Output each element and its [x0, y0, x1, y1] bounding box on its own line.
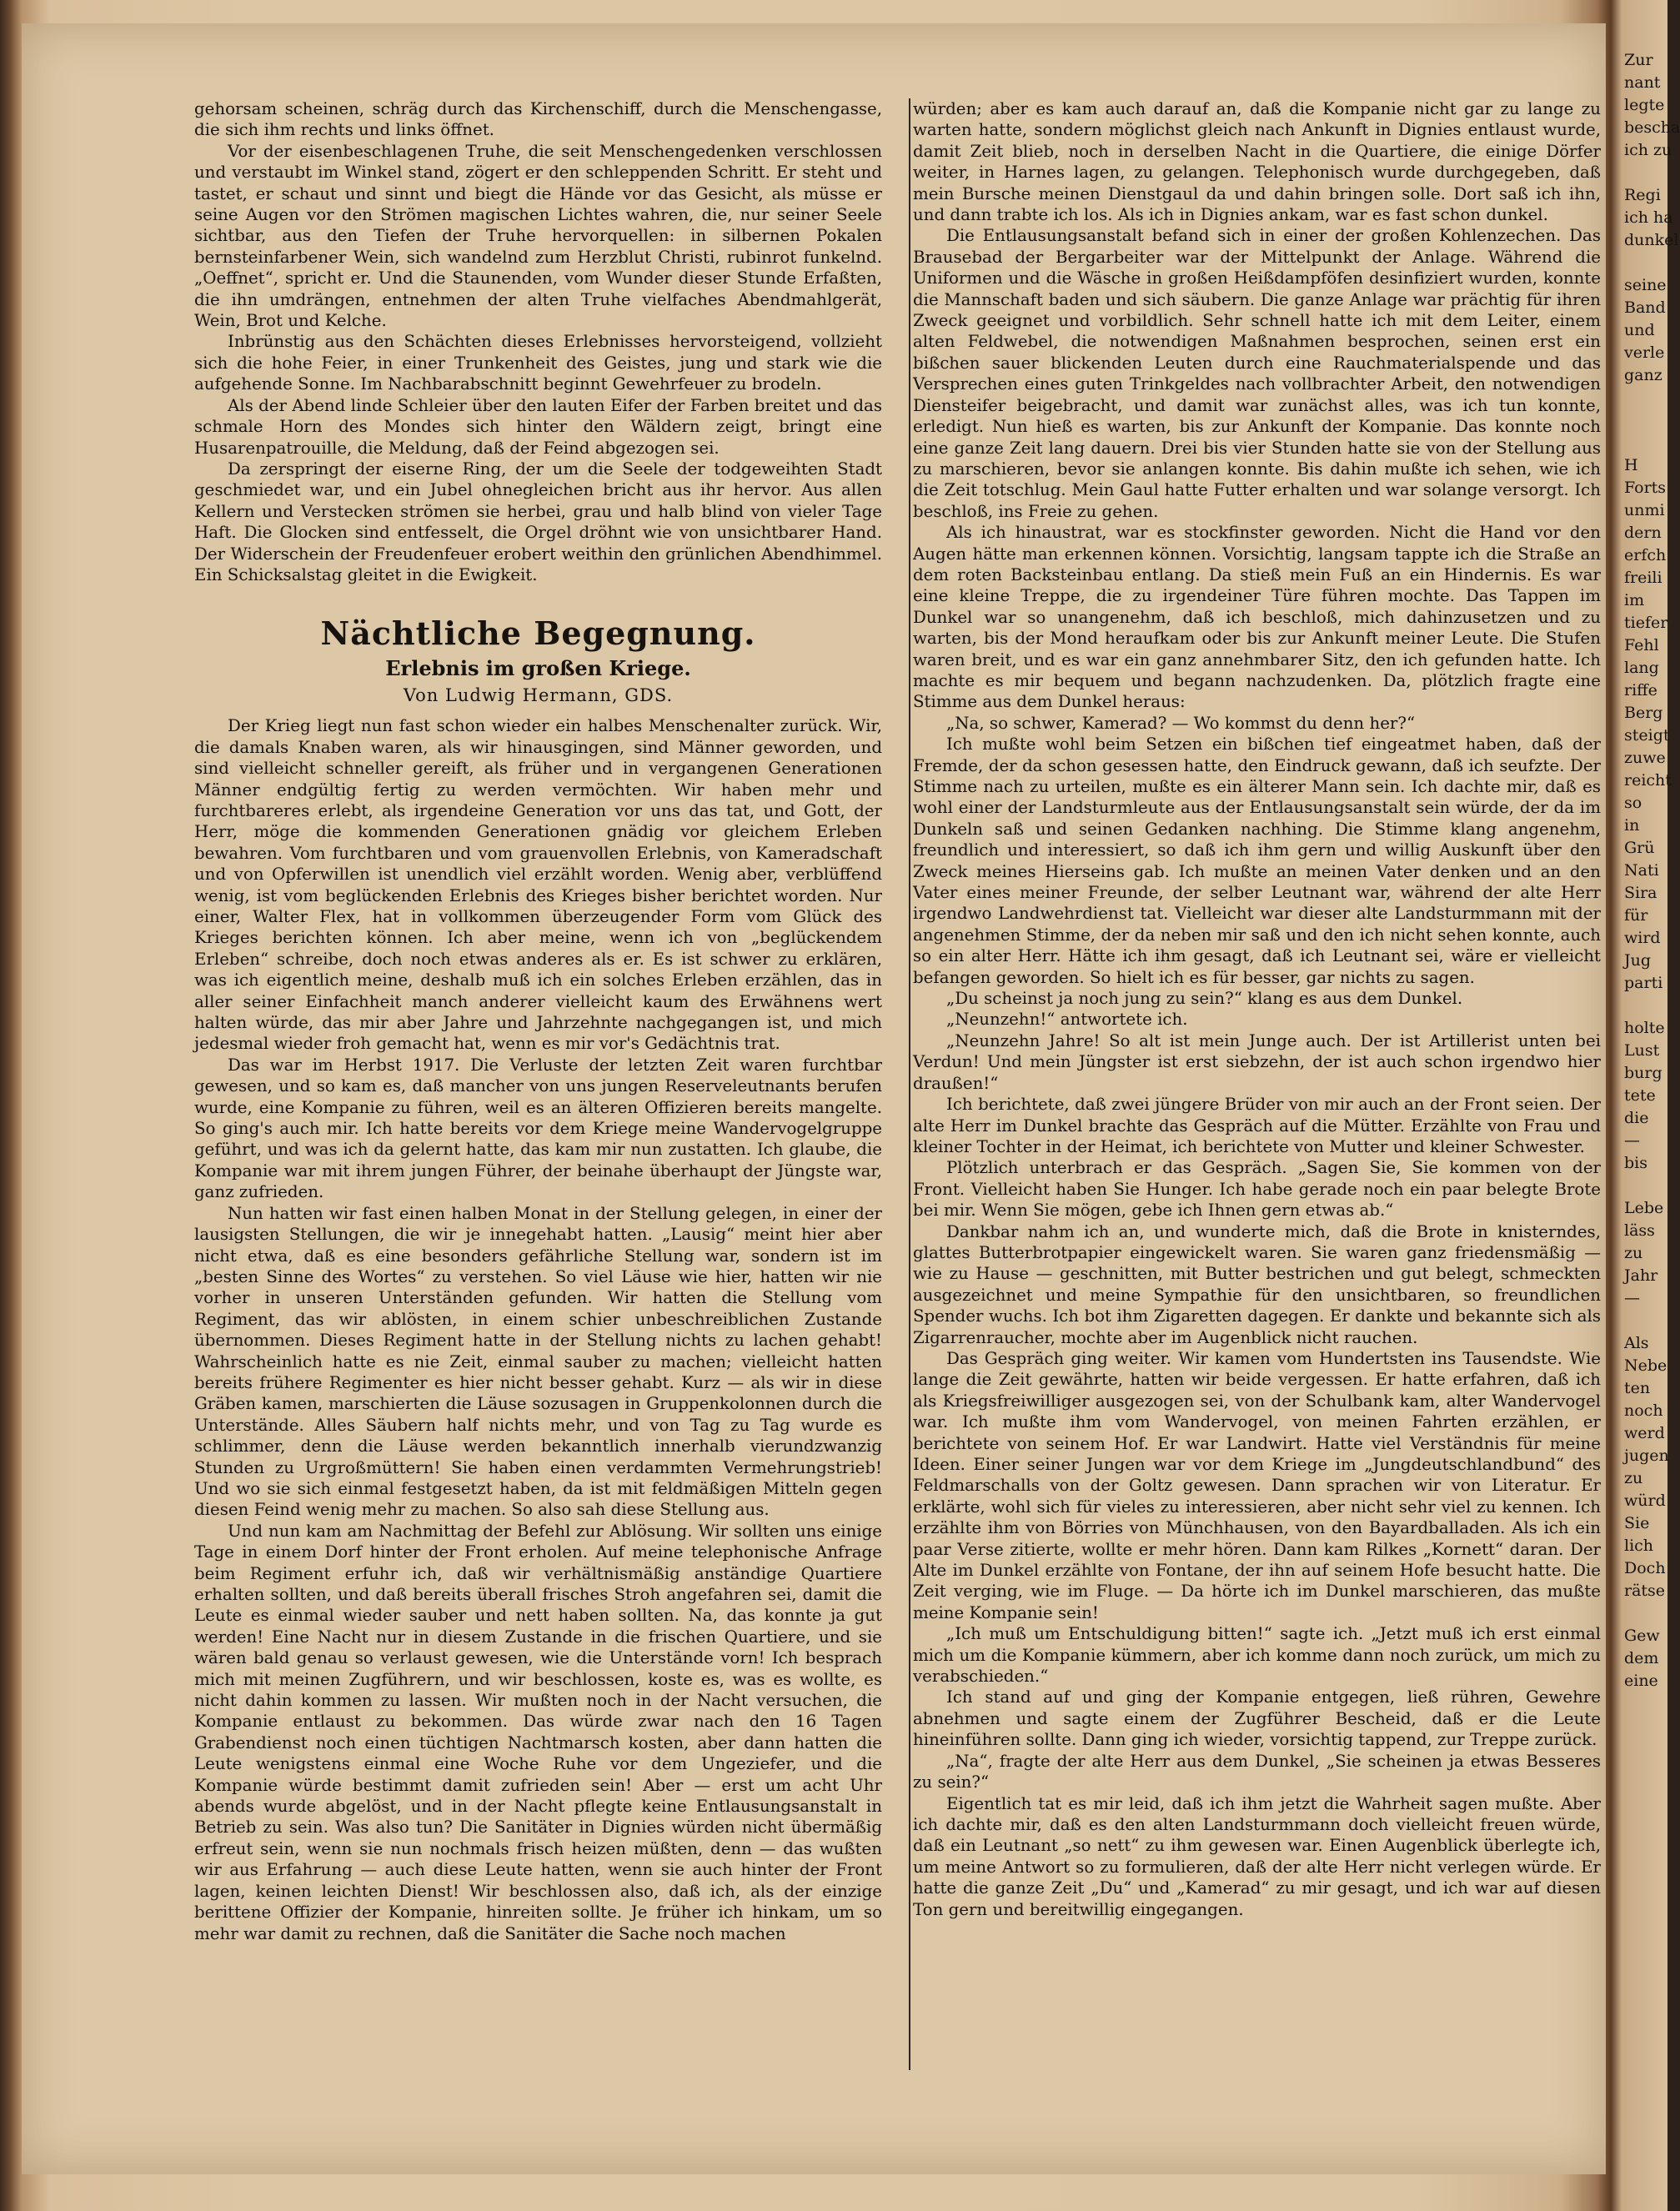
edge-line-fragment: Band	[1624, 298, 1666, 317]
edge-line-fragment: parti	[1624, 974, 1663, 992]
paragraph: Ich mußte wohl beim Setzen ein bißchen tief eingeatmet haben, daß der Fremde, der da schon gesessen hatte, den Eindruck gewann, daß ich seufzte. Der Stimme nach zu urteilen, mußte es ein älterer Mann sein. Ich dachte mir, daß es wohl einer der Landsturmleute aus der Entlausungsanstalt sein würde, der da im Dunkeln saß und seinen Gedanken nachhing. Die Stimme klang angenehm, freundlich und interessiert, so daß ich ihm gern und willig Auskunft über den Zweck meines Hierseins gab. Ich mußte an meinen Vater denken und an den Vater eines meiner Freunde, der selber Leutnant war, während der alte Herr irgendwo Landwehrdienst tat. Vielleicht war dieser alte Landsturmmann mit der angenehmen Stimme, der da neben mir saß und den ich nicht sehen konnte, auch so ein alter Herr. Hätte ich ihm gesagt, daß ich Leutnant sei, wäre er vielleicht befangen geworden. So hielt ich es für besser, gar nichts zu sagen.	[913, 734, 1601, 987]
paragraph: „Du scheinst ja noch jung zu sein?“ klang es aus dem Dunkel.	[946, 989, 1463, 1009]
edge-line-fragment: erfch	[1624, 546, 1667, 564]
edge-line-fragment: Gew	[1624, 1627, 1660, 1645]
edge-line-fragment	[1624, 410, 1667, 433]
edge-line-fragment: H	[1624, 456, 1638, 474]
edge-line-fragment: tiefer	[1624, 614, 1668, 632]
edge-line-fragment	[1624, 433, 1667, 455]
edge-line-fragment: wird	[1624, 929, 1661, 947]
edge-line-fragment: zu	[1624, 1469, 1643, 1487]
next-page-edge-fragments	[1624, 50, 1680, 2184]
edge-line-fragment: und	[1624, 321, 1655, 339]
column-divider-rule	[909, 98, 910, 2070]
edge-line-fragment: tete	[1624, 1086, 1656, 1105]
edge-line-fragment: würd	[1624, 1492, 1666, 1510]
edge-line-fragment: eine	[1624, 1672, 1658, 1690]
paragraph: Da zerspringt der eiserne Ring, der um die Seele der todgeweihten Stadt geschmiedet war, und ein Jubel ohnegleichen bricht aus ihr hervor. Aus allen Kellern und Verstecken strömen sie herbei, grau und halb blind von vieler Tage Haft. Die Glocken sind entfesselt, die Orgel dröhnt wie von unsichtbarer Hand. Der Widerschein der Freudenfeuer erobert weithin den grünlichen Abendhimmel. Ein Schicksalstag gleitet in die Ewigkeit.	[194, 459, 882, 584]
edge-line-fragment	[1624, 1311, 1667, 1333]
edge-line-fragment: holte	[1624, 1019, 1665, 1037]
edge-line-fragment: werd	[1624, 1424, 1665, 1442]
edge-line-fragment: Nebe	[1624, 1356, 1667, 1375]
paragraph: Ich berichtete, daß zwei jüngere Brüder von mir auch an der Front seien. Der alte Herr im Dunkel brachte das Gespräch auf die Mütter. Erzählte von Frau und kleiner Tochter in der Heimat, ich berichtete von Mutter und kleiner Schwester.	[913, 1095, 1601, 1156]
edge-line-fragment: ganz	[1624, 366, 1662, 384]
paragraph: Plötzlich unterbrach er das Gespräch. „Sagen Sie, Sie kommen von der Front. Vielleicht haben Sie Hunger. Ich habe gerade noch ein paar belegte Brote bei mir. Wenn Sie mögen, gebe ich Ihnen gern etwas ab.“	[913, 1158, 1601, 1221]
edge-line-fragment: Doch	[1624, 1559, 1666, 1577]
edge-line-fragment: noch	[1624, 1401, 1663, 1420]
paragraph: „Neunzehn Jahre! So alt ist mein Junge auch. Der ist Artillerist unten bei Verdun! Und mein Jüngster ist erst siebzehn, der ist auch schon irgendwo hier draußen!“	[913, 1030, 1601, 1093]
previous-article-continuation	[194, 98, 882, 585]
paragraph: Und nun kam am Nachmittag der Befehl zur Ablösung. Wir sollten uns einige Tage in einem Dorf hinter der Front erholen. Auf meine telephonische Anfrage beim Regiment erfuhr ich, daß wir verhältnismäßig anständige Quartiere erhalten sollten, und daß bereits überall frisches Stroh angefahren sei, damit die Leute es einmal wieder sauber und nett haben sollten. Na, das konnte ja gut werden! Eine Nacht nur in diesem Zustande in die frischen Quartiere, und sie wären bald genau so verlaust gewesen, wie die Unterstände vorn! Ich besprach mich mit meinen Zugführern, und wir beschlossen, koste es, was es wollte, es nicht dahin kommen zu lassen. Wir mußten noch in der Nacht versuchen, die Kompanie entlaust zu bekommen. Das würde zwar nach den 16 Tagen Grabendienst noch einen tüchtigen Nachtmarsch kosten, aber dann hatten die Leute wenigstens einmal eine Woche Ruhe vor dem Ungeziefer, und die Kompanie würde bestimmt damit zufrieden sein! Aber — erst um acht Uhr abends wurde abgelöst, und in der Nacht pflegte keine Entlausungsanstalt in Betrieb zu sein. Was also tun? Die Sanitäter in Dignies würden nicht übermäßig erfreut sein, wenn sie nun nochmals frisch heizen müßten, denn — das wußten wir aus Erfahrung — auch diese Leute hatten, wenn sie auch hinter der Front lagen, keinen leichten Dienst! Wir beschlossen also, daß ich, als der einzige berittene Offizier der Kompanie, hinreiten sollte. Je früher ich hinkam, um so mehr war damit zu rechnen, daß die Sanitäter die Sache noch machen	[194, 1521, 882, 1943]
edge-line-fragment: ich ha	[1624, 208, 1673, 227]
paragraph: Die Entlausungsanstalt befand sich in einer der großen Kohlenzechen. Das Brausebad der Bergarbeiter war der Mittelpunkt der Anlage. Während die Uniformen und die Wäsche in großen Heißdampföfen desinfiziert wurden, konnte die Mannschaft baden und sich säubern. Die ganze Anlage war prächtig für ihren Zweck geeignet und vorbildlich. Sehr schnell hatte ich mit dem Leiter, einem alten Feldwebel, die notwendigen Maßnahmen besprochen, seinen erst ein bißchen sauer blickenden Leuten durch eine Rauchmaterialspende und das Versprechen eines guten Trinkgeldes nach vollbrachter Arbeit, den notwendigen Diensteifer beigebracht, und damit war zunächst alles, was ich tun konnte, erledigt. Nun hieß es warten, bis zur Ankunft der Kompanie. Das konnte noch eine ganze Zeit lang dauern. Drei bis vier Stunden hatte sie von der Stellung aus zu marschieren, bevor sie anlangen konnte. Bis dahin mußte ich sehen, wie ich die Zeit totschlug. Mein Gaul hatte Futter erhalten und war solange versorgt. Ich beschloß, ins Freie zu gehen.	[913, 226, 1601, 521]
paragraph: Vor der eisenbeschlagenen Truhe, die seit Menschengedenken verschlossen und verstaubt im Winkel stand, zögert er den schleppenden Schritt. Er steht und tastet, er schaut und sinnt und biegt die Hände vor das Gesicht, als müsse er seine Augen vor den Strömen magischen Lichtes wahren, die, nur seiner Seele sichtbar, aus den Tiefen der Truhe hervorquellen: in silbernen Pokalen bernsteinfarbener Wein, sich wandelnd zum Herzblut Christi, rubinrot funkelnd. „Oeffnet“, spricht er. Und die Staunenden, vom Wunder dieser Stunde Erfaßten, die ihn umdrängen, entnehmen der alten Truhe vielfaches Abendmahlgerät, Wein, Brot und Kelche.	[194, 141, 882, 331]
edge-line-fragment	[1624, 253, 1667, 275]
edge-line-fragment: Fehl	[1624, 636, 1659, 654]
right-column	[913, 98, 1601, 1920]
edge-line-fragment: Sira	[1624, 884, 1657, 902]
edge-line-fragment: Zur	[1624, 51, 1653, 69]
edge-line-fragment: Sie	[1624, 1514, 1650, 1532]
edge-line-fragment: riffe	[1624, 681, 1657, 699]
paragraph: würden; aber es kam auch darauf an, daß die Kompanie nicht gar zu lange zu warten hatte, sondern möglichst gleich nach Ankunft in Dignies entlaust wurde, damit Zeit blieb, noch in derselben Nacht in die Quartiere, die einige Dörfer weiter, in Harnes lagen, zu gelangen. Telephonisch wurde durchgegeben, daß mein Bursche meinen Dienstgaul da und dahin bringen solle. Dort saß ich ihn, und dann trabte ich los. Als ich in Dignies ankam, war es fast schon dunkel.	[913, 99, 1601, 225]
edge-line-fragment: unmi	[1624, 501, 1665, 519]
edge-line-fragment: die	[1624, 1109, 1649, 1127]
edge-line-fragment: steigt	[1624, 726, 1670, 745]
paragraph: Dankbar nahm ich an, und wunderte mich, daß die Brote in knisterndes, glattes Butterbrotpapier eingewickelt waren. Sie waren ganz friedensmäßig — wie zu Hause — geschnitten, mit Butter bestrichen und gut belegt, schmeckten ausgezeichnet und meine Sympathie für den unsichtbaren, so freundlichen Spender wuchs. Ich bot ihm Zigaretten dagegen. Er dankte und bekannte sich als Zigarrenraucher, mochte aber im Augenblick nicht rauchen.	[913, 1221, 1601, 1347]
edge-line-fragment: lich	[1624, 1537, 1654, 1555]
article-headline: Nächtliche Begegnung.	[320, 614, 756, 653]
edge-line-fragment: im	[1624, 591, 1645, 609]
edge-line-fragment: freili	[1624, 569, 1662, 587]
edge-line-fragment: jugen	[1624, 1446, 1669, 1465]
paragraph: Nun hatten wir fast einen halben Monat in der Stellung gelegen, in einer der lausigsten Stellungen, die wir je innegehabt hatten. „Lausig“ meint hier aber nicht etwa, daß es eine besonders gefährliche Stellung war, sondern ist im „besten Sinne des Wortes“ zu verstehen. So viel Läuse wie hier, hatten wir nie vorher in unseren Unterständen gefunden. Wir hatten die Stellung vom Regiment, das wir ablösten, in einem schier unbeschreiblichen Zustande übernommen. Dieses Regiment hatte in der Stellung nichts zu lachen gehabt! Wahrscheinlich hatte es nie Zeit, einmal sauber zu machen; vielleicht hatten bereits frühere Regimenter es hier nicht besser gehabt. Kurz — als wir in diese Gräben kamen, marschierten die Läuse sozusagen in Gruppenkolonnen durch die Unterstände. Alles Säubern half nichts mehr, und von Tag zu Tag wurde es schlimmer, denn die Läuse werden bekanntlich innerhalb vierundzwanzig Stunden zu Urgroßmüttern! Sie haben einen verdammten Vermehrungstrieb! Und wo sie sich einmal festgesetzt haben, da ist mit feldmäßigen Mitteln gegen diesen Feind wenig mehr zu machen. So also sah diese Stellung aus.	[194, 1203, 882, 1520]
edge-line-fragment: läss	[1624, 1221, 1655, 1240]
paragraph: „Ich muß um Entschuldigung bitten!“ sagte ich. „Jetzt muß ich erst einmal mich um die Kompanie kümmern, aber ich komme dann noch zurück, um mich zu verabschieden.“	[913, 1624, 1601, 1687]
edge-line-fragment: Regi	[1624, 186, 1661, 204]
edge-line-fragment	[1624, 1176, 1667, 1198]
edge-line-fragment: Nati	[1624, 861, 1659, 880]
edge-line-fragment: reicht	[1624, 771, 1672, 790]
article-subheadline: Erlebnis im großen Kriege.	[385, 656, 691, 681]
paragraph: Inbrünstig aus den Schächten dieses Erlebnisses hervorsteigend, vollzieht sich die hohe Feier, in einer Trunkenheit des Geistes, jung und stark wie die aufgehende Sonne. Im Nachbarabschnitt beginnt Gewehrfeuer zu brodeln.	[194, 332, 882, 394]
edge-line-fragment: —	[1624, 1289, 1640, 1307]
article-header	[194, 615, 882, 707]
edge-line-fragment: nant	[1624, 73, 1661, 92]
edge-line-fragment: burg	[1624, 1064, 1662, 1082]
edge-line-fragment: lang	[1624, 659, 1659, 677]
edge-line-fragment: Grü	[1624, 839, 1655, 857]
edge-line-fragment: bis	[1624, 1154, 1647, 1172]
edge-line-fragment: für	[1624, 906, 1648, 925]
article-body-left	[194, 715, 882, 1944]
edge-line-fragment: bescha	[1624, 118, 1680, 137]
paragraph: Eigentlich tat es mir leid, daß ich ihm jetzt die Wahrheit sagen mußte. Aber ich dachte mir, daß es den alten Landsturmmann doch vielleicht freuen würde, daß ein Leutnant „so nett“ zu ihm gewesen war. Einen Augenblick überlegte ich, um meine Antwort so zu formulieren, daß der alte Herr nicht verlegen würde. Er hatte die ganze Zeit „Du“ und „Kamerad“ zu mir gesagt, und ich war auf diesen Ton gern und bereitwillig eingegangen.	[913, 1793, 1601, 1919]
paragraph: Das war im Herbst 1917. Die Verluste der letzten Zeit waren furchtbar gewesen, und so kam es, daß mancher von uns jungen Reserveleutnants berufen wurde, eine Kompanie zu führen, weil es an älteren Offizieren bereits mangelte. So ging's auch mir. Ich hatte bereits vor dem Kriege meine Wandervogelgruppe geführt, und was ich da gelernt hatte, das kam mir nun zustatten. Ich glaube, die Kompanie war mit ihrem jungen Führer, der beinahe überhaupt der Jüngste war, ganz zufrieden.	[194, 1055, 882, 1202]
edge-line-fragment	[1624, 388, 1667, 410]
edge-line-fragment: dunkel	[1624, 231, 1679, 249]
paragraph: gehorsam scheinen, schräg durch das Kirchenschiff, durch die Menschengasse, die sich ihm rechts und links öffnet.	[194, 99, 882, 140]
article-byline: Von Ludwig Hermann, GDS.	[403, 685, 674, 706]
paragraph: „Neunzehn!“ antwortete ich.	[946, 1010, 1188, 1030]
edge-line-fragment: zu	[1624, 1244, 1643, 1262]
edge-line-fragment: verle	[1624, 343, 1665, 362]
edge-line-fragment: dem	[1624, 1649, 1659, 1667]
edge-line-fragment: Jahr	[1624, 1266, 1658, 1285]
edge-line-fragment: seine	[1624, 276, 1667, 294]
edge-line-fragment	[1624, 995, 1667, 1018]
edge-line-fragment: Jug	[1624, 951, 1652, 970]
edge-line-fragment: in	[1624, 816, 1640, 835]
paragraph: Als der Abend linde Schleier über den lauten Eifer der Farben breitet und das schmale Horn des Mondes sich hinter den Wäldern zeigt, bringt eine Husarenpatrouille, die Meldung, daß der Feind abgezogen sei.	[194, 395, 882, 458]
paragraph: Das Gespräch ging weiter. Wir kamen vom Hundertsten ins Tausendste. Wie lange die Zeit gewährte, hatten wir beide vergessen. Er hatte erfahren, daß ich als Kriegsfreiwilliger ausgezogen sei, von der Schulbank kam, alter Wandervogel war. Ich mußte ihm vom Wandervogel, von meinen Fahrten erzählen, er berichtete von seinem Hof. Er war Landwirt. Hatte viel Verständnis für meine Ideen. Einer seiner Jungen war vor dem Kriege im „Jungdeutschlandbund“ des Feldmarschalls von der Goltz gewesen. Dann sprachen wir von Literatur. Er erklärte, wohl sich für vieles zu interessieren, aber nicht sehr viel zu kennen. Ich erzählte ihm von Börries von Münchhausen, von den Bayardballaden. Als ich ein paar Verse zitierte, wollte er mehr hören. Dann kam Rilkes „Kornett“ daran. Der Alte im Dunkel erzählte von Fontane, der ihn auf seinem Hofe besucht hatte. Die Zeit verging, wie im Fluge. — Da hörte ich im Dunkel marschieren, das mußte meine Kompanie sein!	[913, 1348, 1601, 1622]
paragraph: Ich stand auf und ging der Kompanie entgegen, ließ rühren, Gewehre abnehmen und sagte einem der Zugführer Bescheid, daß er die Leute hineinführen sollte. Dann ging ich wieder, vorsichtig tappend, zur Treppe zurück.	[913, 1687, 1601, 1750]
edge-line-fragment: Lebe	[1624, 1199, 1664, 1217]
edge-line-fragment: zuwe	[1624, 749, 1666, 767]
paragraph: „Na“, fragte der alte Herr aus dem Dunkel, „Sie scheinen ja etwas Besseres zu sein?“	[913, 1751, 1601, 1792]
edge-line-fragment: dern	[1624, 524, 1662, 542]
edge-line-fragment: Forts	[1624, 479, 1667, 497]
edge-line-fragment	[1624, 1603, 1667, 1626]
edge-line-fragment: ich zu	[1624, 141, 1672, 159]
edge-line-fragment: Als	[1624, 1334, 1649, 1352]
left-column	[194, 98, 882, 1944]
edge-line-fragment: so	[1624, 794, 1642, 812]
paragraph: „Na, so schwer, Kamerad? — Wo kommst du denn her?“	[946, 713, 1416, 733]
edge-line-fragment: Berg	[1624, 704, 1663, 722]
edge-line-fragment: Lust	[1624, 1041, 1660, 1060]
edge-line-fragment: ten	[1624, 1379, 1651, 1397]
paragraph: Als ich hinaustrat, war es stockfinster geworden. Nicht die Hand vor den Augen hätte man erkennen können. Vorsichtig, langsam tappte ich die Straße an dem roten Backsteinbau entlang. Da stieß mein Fuß an ein Hindernis. Es war eine kleine Treppe, die zu irgendeiner Türe führen mochte. Das Tappen im Dunkel war so unangenehm, daß ich beschloß, mich dahinzusetzen und zu warten, bis der Mond heraufkam oder bis zur Ankunft meiner Leute. Die Stufen waren breit, und es war ein ganz annehmbarer Sitz, den ich gefunden hatte. Ich machte es mir bequem und begann nachzudenken. Da, plötzlich fragte eine Stimme aus dem Dunkel heraus:	[913, 523, 1601, 712]
edge-line-fragment: rätse	[1624, 1582, 1666, 1600]
edge-line-fragment: legte	[1624, 96, 1665, 114]
edge-line-fragment	[1624, 163, 1667, 185]
edge-line-fragment: —	[1624, 1131, 1640, 1150]
paragraph: Der Krieg liegt nun fast schon wieder ein halbes Menschenalter zurück. Wir, die damals Knaben waren, als wir hinausgingen, sind Männer geworden, und sind vielleicht schneller gereift, als früher und in vergangenen Generationen Männer endgültig fertig zu werden vermöchten. Wir haben mehr und furchtbareres erlebt, als irgendeine Generation vor uns das tat, und Gott, der Herr, möge die kommenden Generationen gnädig vor gleichem Erleben bewahren. Vom furchtbaren und vom grauenvollen Erlebnis, von Kameradschaft und von Opferwillen ist unendlich viel erzählt worden. Wenig aber, verblüffend wenig, ist vom beglückenden Erlebnis des Krieges bisher berichtet worden. Nur einer, Walter Flex, hat in vollkommen überzeugender Form vom Glück des Krieges berichten können. Ich aber meine, wenn ich von „beglückendem Erleben“ schreibe, doch noch etwas anderes als er. Es ist schwer zu erklären, was ich eigentlich meine, deshalb muß ich ein solches Erleben erzählen, das in aller seiner Einfachheit manch anderer vielleicht kaum des Erwähnens wert halten würde, das mir aber Jahre und Jahrzehnte nachgegangen ist, und mich jedesmal wieder froh gemacht hat, wenn es mir vor's Gedächtnis trat.	[194, 716, 882, 1054]
